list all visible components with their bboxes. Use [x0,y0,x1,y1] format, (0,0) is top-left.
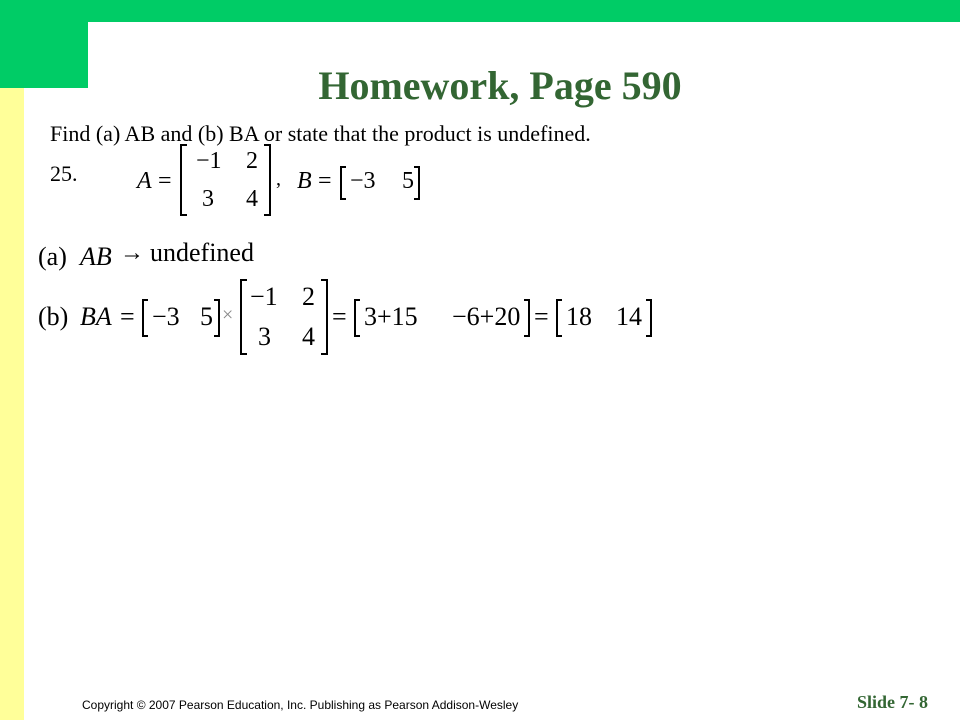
given-matrix-a-brackets [178,143,273,217]
given-a-cell-11: −1 [196,148,222,174]
part-a-expression: AB [80,242,112,271]
given-b-equals: = [318,168,332,194]
part-a-label: (a) [38,242,67,271]
part-b-label: (b) [38,302,69,331]
part-b-result-entry-2: 14 [616,302,642,331]
part-b-expression: BA [80,302,112,331]
part-a-result: undefined [150,238,254,267]
part-b-b-cell-1: −3 [152,302,180,331]
part-b-a-cell-12: 2 [302,282,315,311]
given-a-label: A [137,168,152,194]
part-b-expanded-entry-2: −6+20 [452,302,521,331]
part-b-equals-2: = [332,302,347,331]
part-b-b-cell-2: 5 [200,302,213,331]
given-a-equals: = [158,168,172,194]
problem-instructions: Find (a) AB and (b) BA or state that the product is undefined. [50,121,591,146]
given-a-cell-21: 3 [202,186,214,212]
part-b-times-sign: × [222,304,234,326]
given-b-cell-2: 5 [402,168,414,194]
part-b-a-cell-11: −1 [250,282,278,311]
footer-copyright: Copyright © 2007 Pearson Education, Inc. Publishing as Pearson Addison-Wesley [82,698,519,712]
top-bar-decoration [88,0,960,22]
part-b-expanded-entry-1: 3+15 [364,302,418,331]
slide-title: Homework, Page 590 [318,63,682,108]
given-comma: , [276,168,281,190]
given-b-cell-1: −3 [350,168,376,194]
part-b-equals-1: = [120,302,135,331]
part-b-a-cell-22: 4 [302,322,315,351]
part-a-arrow: → [120,240,144,266]
part-b-equals-3: = [534,302,549,331]
problem-number: 25. [50,161,78,186]
given-b-label: B [297,168,312,194]
part-b-result-entry-1: 18 [566,302,592,331]
given-a-cell-22: 4 [246,186,258,212]
footer-slide-number: Slide 7- 8 [857,692,929,712]
given-a-cell-12: 2 [246,148,258,174]
part-b-a-cell-21: 3 [258,322,271,351]
